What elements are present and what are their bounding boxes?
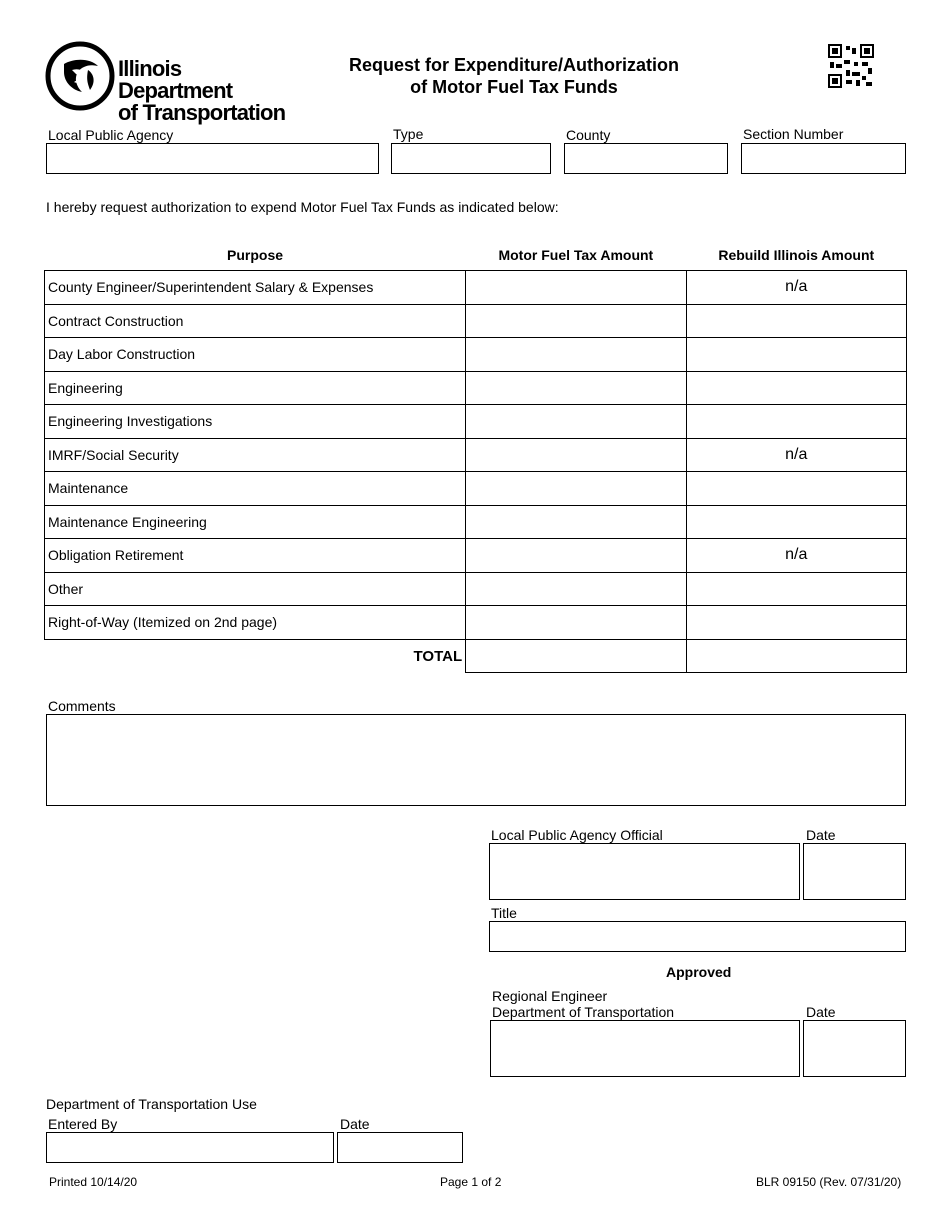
table-row (45, 405, 907, 439)
total-label: TOTAL (45, 639, 466, 673)
purpose-cell: Contract Construction (45, 304, 466, 338)
idot-logo (44, 40, 300, 125)
rebuild-amount-cell[interactable] (686, 505, 906, 539)
table-row (45, 338, 907, 372)
mft-amount-cell[interactable] (466, 371, 686, 405)
local-public-agency-field[interactable] (46, 143, 379, 174)
intro-text: I hereby request authorization to expend Motor Fuel Tax Funds as indicated below: (46, 199, 559, 215)
rebuild-amount-cell[interactable] (686, 606, 906, 640)
purpose-header: Purpose (227, 247, 284, 263)
regional-date-field[interactable] (803, 1020, 906, 1077)
purpose-cell: Engineering (45, 371, 466, 405)
purpose-cell: Other (45, 572, 466, 606)
purpose-cell: Maintenance Engineering (45, 505, 466, 539)
rebuild-total-cell[interactable] (686, 639, 906, 673)
purpose-cell: County Engineer/Superintendent Salary & Expenses (45, 271, 466, 305)
title-field[interactable] (489, 921, 906, 952)
rebuild-amount-cell: n/a (686, 438, 906, 472)
official-date-label: Date (806, 827, 836, 843)
table-row (45, 371, 907, 405)
mft-amount-cell[interactable] (466, 572, 686, 606)
regional-engineer-signature-field[interactable] (490, 1020, 800, 1077)
dot-use-heading: Department of Transportation Use (46, 1096, 257, 1112)
table-row (45, 539, 907, 573)
printed-date: Printed 10/14/20 (49, 1175, 138, 1189)
rebuild-amount-header: Rebuild Illinois Amount (718, 247, 875, 263)
table-row (45, 505, 907, 539)
county-label: County (566, 127, 611, 143)
table-row (45, 606, 907, 640)
mft-amount-cell[interactable] (466, 304, 686, 338)
mft-amount-cell[interactable] (466, 405, 686, 439)
purpose-cell: Right-of-Way (Itemized on 2nd page) (45, 606, 466, 640)
regional-engineer-label: Regional Engineer (492, 988, 608, 1004)
form-title: Request for Expenditure/Authorization of Motor Fuel Tax Funds (348, 55, 679, 97)
purpose-cell: IMRF/Social Security (45, 438, 466, 472)
qr-code-icon (828, 44, 874, 88)
county-field[interactable] (564, 143, 728, 174)
title-label: Title (491, 905, 517, 921)
type-field[interactable] (391, 143, 551, 174)
official-signature-field[interactable] (489, 843, 800, 900)
comments-label: Comments (48, 698, 116, 714)
purpose-cell: Obligation Retirement (45, 539, 466, 573)
dot-label: Department of Transportation (492, 1004, 675, 1020)
rebuild-amount-cell[interactable] (686, 405, 906, 439)
purpose-cell: Day Labor Construction (45, 338, 466, 372)
mft-amount-cell[interactable] (466, 606, 686, 640)
idot-emblem-icon (44, 40, 116, 112)
expenditure-table (44, 240, 907, 673)
mft-total-cell[interactable] (466, 639, 686, 673)
comments-field[interactable] (46, 714, 906, 806)
purpose-cell: Engineering Investigations (45, 405, 466, 439)
page-number: Page 1 of 2 (440, 1175, 502, 1189)
entered-by-label: Entered By (48, 1116, 118, 1132)
purpose-cell: Maintenance (45, 472, 466, 506)
mft-amount-cell[interactable] (466, 438, 686, 472)
mft-amount-cell[interactable] (466, 271, 686, 305)
official-label: Local Public Agency Official (491, 827, 663, 843)
entered-date-field[interactable] (337, 1132, 463, 1163)
table-header-row (45, 240, 907, 271)
type-label: Type (393, 126, 424, 142)
rebuild-amount-cell: n/a (686, 271, 906, 305)
form-number: BLR 09150 (Rev. 07/31/20) (756, 1175, 902, 1189)
regional-date-label: Date (806, 1004, 836, 1020)
table-row (45, 271, 907, 305)
entered-date-label: Date (340, 1116, 370, 1132)
table-row (45, 438, 907, 472)
rebuild-amount-cell[interactable] (686, 304, 906, 338)
rebuild-amount-cell[interactable] (686, 338, 906, 372)
table-row (45, 304, 907, 338)
mft-amount-cell[interactable] (466, 338, 686, 372)
section-number-field[interactable] (741, 143, 906, 174)
rebuild-amount-cell[interactable] (686, 472, 906, 506)
mft-amount-cell[interactable] (466, 472, 686, 506)
mft-amount-cell[interactable] (466, 505, 686, 539)
entered-by-field[interactable] (46, 1132, 334, 1163)
section-number-label: Section Number (743, 126, 844, 142)
mft-amount-cell[interactable] (466, 539, 686, 573)
mft-amount-header: Motor Fuel Tax Amount (498, 247, 654, 263)
table-row (45, 572, 907, 606)
rebuild-amount-cell[interactable] (686, 572, 906, 606)
total-row (45, 639, 907, 673)
rebuild-amount-cell: n/a (686, 539, 906, 573)
official-date-field[interactable] (803, 843, 906, 900)
table-row (45, 472, 907, 506)
local-public-agency-label: Local Public Agency (48, 127, 174, 143)
approved-label: Approved (666, 964, 732, 980)
agency-name: Illinois Department of Transportation (118, 56, 286, 125)
rebuild-amount-cell[interactable] (686, 371, 906, 405)
